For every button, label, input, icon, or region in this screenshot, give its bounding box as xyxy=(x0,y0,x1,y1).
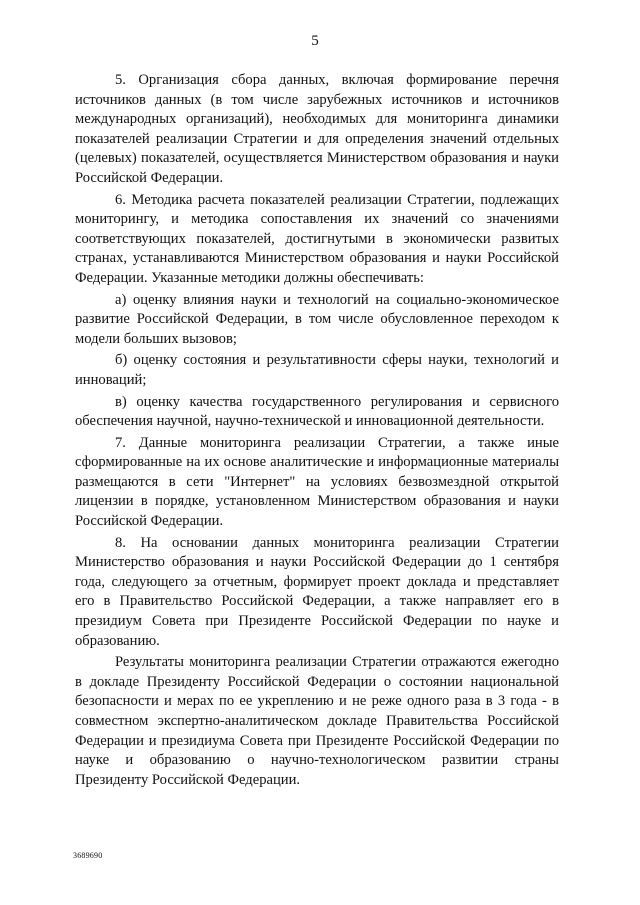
paragraph-results: Результаты мониторинга реализации Стратегии отражаются ежегодно в докладе Президенту Российской Федерации о состоянии национальной безопасности и мерах по ее укреплению и не реже одного раза в 3 года - в совместном экспертно-аналитическом докладе Правительства Российской Федерации и президиума Совета при Президенте Российской Федерации по науке и образованию о научно-технологическом развитии страны Президенту Российской Федерации. xyxy=(75,654,559,788)
document-body xyxy=(75,71,559,792)
paragraph-item-8: 8. На основании данных мониторинга реализации Стратегии Министерство образования и науки Российской Федерации до 1 сентября года, следующего за отчетным, формирует проект доклада и представляет его в Правительство Российской Федерации, а также направляет его в президиум Совета при Президенте Российской Федерации по науке и образованию. xyxy=(75,534,559,649)
paragraph-subitem-v: в) оценку качества государственного регулирования и сервисного обеспечения научной, научно-технической и инновационной деятельности. xyxy=(75,393,559,430)
paragraph-item-7: 7. Данные мониторинга реализации Стратегии, а также иные сформированные на их основе аналитические и информационные материалы размещаются в сети "Интернет" на условиях безвозмездной открытой лицензии в порядке, установленном Министерством образования и науки Российской Федерации. xyxy=(75,434,559,530)
paragraph-subitem-a: а) оценку влияния науки и технологий на социально-экономическое развитие Российской Федерации, в том числе обусловленное переходом к модели больших вызовов; xyxy=(75,291,559,347)
paragraph-item-5: 5. Организация сбора данных, включая формирование перечня источников данных (в том числе зарубежных источников и источников международных организаций), необходимых для мониторинга динамики показателей реализации Стратегии и для определения значений отдельных (целевых) показателей, осуществляется Министерством образования и науки Российской Федерации. xyxy=(75,72,559,186)
page-number: 5 xyxy=(311,33,319,49)
document-id: 3689690 xyxy=(73,851,103,860)
paragraph-subitem-b: б) оценку состояния и результативности сферы науки, технологий и инноваций; xyxy=(75,352,559,388)
paragraph-item-6: 6. Методика расчета показателей реализации Стратегии, подлежащих мониторингу, и методика сопоставления их значений со значениями соответствующих показателей, достигнутыми в экономически развитых странах, устанавливаются Министерством образования и науки Российской Федерации. Указанные методики должны обеспечивать: xyxy=(75,191,559,286)
